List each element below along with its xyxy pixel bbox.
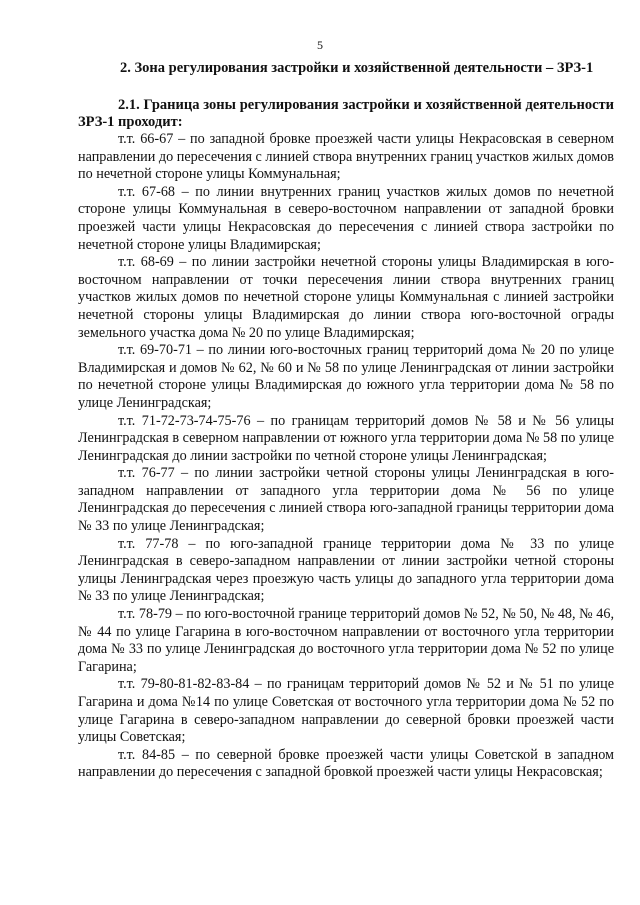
paragraph: т.т. 76-77 – по линии застройки четной стороны улицы Ленинградская в юго-западном направлении от западного угла территории дома № 56 по улице Ленинградская до пересечения с линией створа юго-западной границы территории дома № 33 по улице Ленинградская; [78, 465, 614, 535]
subsection-title: 2.1. Граница зоны регулирования застройки и хозяйственной деятельности ЗРЗ-1 проходит: [78, 97, 614, 130]
paragraph: т.т. 67-68 – по линии внутренних границ участков жилых домов по нечетной стороне улицы Коммунальная в северо-восточном направлении от западной бровки проезжей части улицы Некрасовская до пересечения с линией створа застройки по нечетной стороне улицы Владимирская; [78, 183, 614, 253]
paragraph: т.т. 79-80-81-82-83-84 – по границам территорий домов № 52 и № 51 по улице Гагарина и дома №14 по улице Советская от восточного угла территории дома № 52 по улице Гагарина в северо-западном направлении до северной бровки проезжей части улицы Советская; [78, 676, 614, 746]
page-number: 5 [317, 38, 323, 52]
paragraph: т.т. 77-78 – по юго-западной границе территории дома № 33 по улице Ленинградская в северо-западном направлении от линии застройки четной стороны улицы Ленинградская через проезжую часть улицы до западного угла территории дома № 33 по улице Ленинградская; [78, 535, 614, 605]
section-title: 2. Зона регулирования застройки и хозяйственной деятельности – ЗРЗ-1 [120, 60, 594, 76]
paragraph: т.т. 78-79 – по юго-восточной границе территорий домов № 52, № 50, № 48, № 46, № 44 по улице Гагарина в юго-восточном направлении от восточного угла территории дома № 33 по улице Ленинградская до восточного угла территории дома № 52 по улице Гагарина; [78, 606, 614, 675]
paragraph: т.т. 66-67 – по западной бровке проезжей части улицы Некрасовская в северном направлении до пересечения с линией створа внутренних границ участков жилых домов по нечетной стороне улицы Коммунальная; [78, 131, 614, 183]
boundary-description [78, 131, 614, 782]
paragraph: т.т. 71-72-73-74-75-76 – по границам территорий домов № 58 и № 56 улицы Ленинградская в северном направлении от южного угла территории дома № 58 по улице Ленинградская до линии застройки по четной стороне улицы Ленинградская; [78, 412, 614, 464]
paragraph: т.т. 68-69 – по линии застройки нечетной стороны улицы Владимирская в юго-восточном направлении от точки пересечения линии створа внутренних границ участков жилых домов по нечетной стороне улицы Коммунальная с линией застройки нечетной стороны улицы Владимирская до линии створа юго-восточной ограды земельного участка дома № 20 по улице Владимирская; [78, 254, 614, 341]
paragraph: т.т. 84-85 – по северной бровке проезжей части улицы Советской в западном направлении до пересечения с западной бровкой проезжей части улицы Некрасовская; [78, 746, 614, 781]
paragraph: т.т. 69-70-71 – по линии юго-восточных границ территорий дома № 20 по улице Владимирская и домов № 62, № 60 и № 58 по улице Ленинградская от линии застройки по нечетной стороне улицы Владимирская до южного угла территории дома № 58 по улице Ленинградская; [78, 342, 614, 411]
